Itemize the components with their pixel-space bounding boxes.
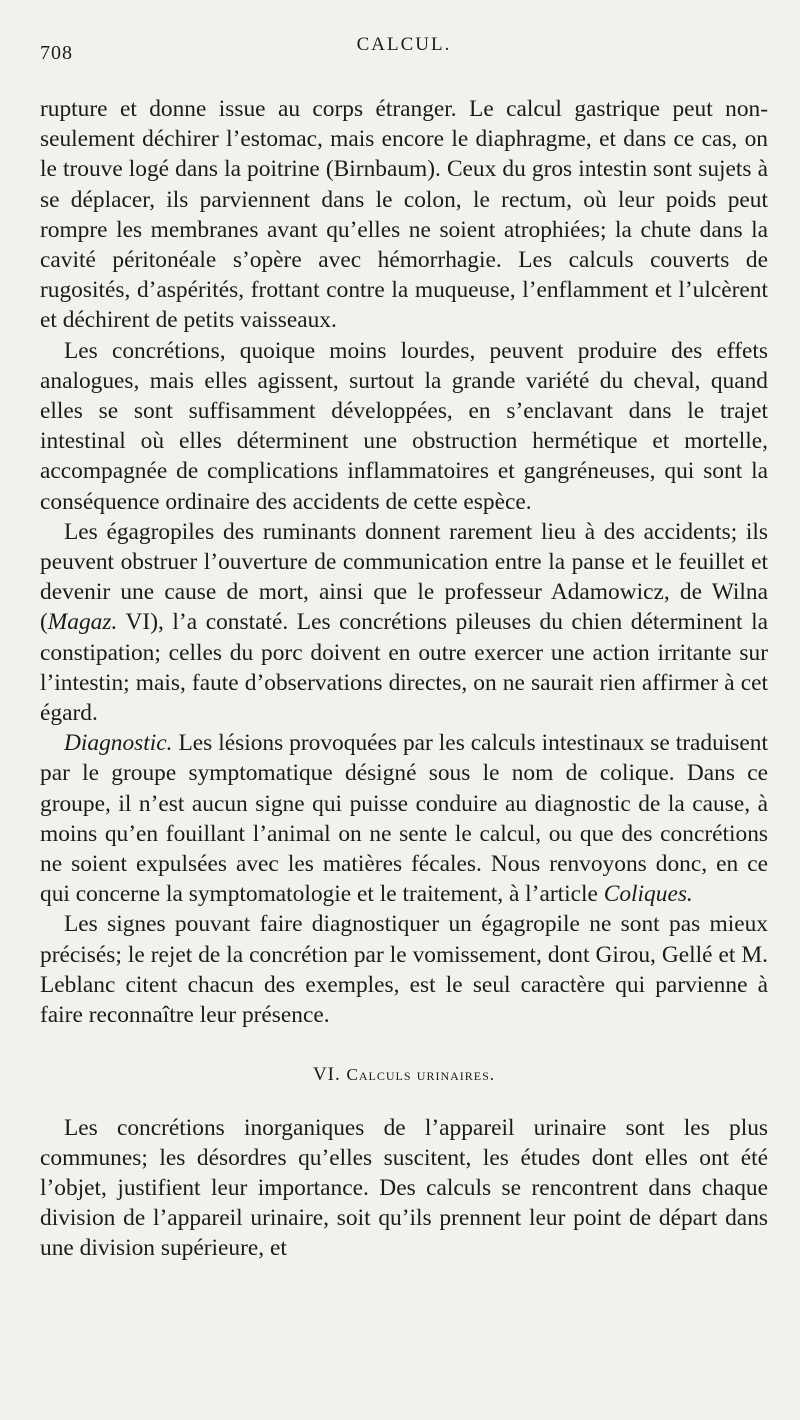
- paragraph-1: rupture et donne issue au corps étranger. Le calcul gastrique peut non-seulement déchirer l’estomac, mais encore le diaphragme, et dans ce cas, on le trouve logé dans la poitrine (Birnbaum). Ceux du gros intestin sont sujets à se déplacer, ils parviennent dans le colon, le rectum, où leur poids peut rompre les membranes avant qu’elles ne soient atrophiées; la chute dans la cavité péritonéale s’opère avec hémorrhagie. Les calculs couverts de rugosités, d’aspérités, frottant contre la muqueuse, l’enflamment et l’ulcèrent et déchirent de petits vaisseaux.: [40, 96, 768, 334]
- citation-magaz: Magaz.: [47, 609, 118, 636]
- paragraph-diagnostic: [40, 728, 768, 909]
- section-paragraph-1: Les concrétions inorganiques de l’appareil urinaire sont les plus communes; les désordres qu’elles suscitent, les études dont elles ont été l’objet, justifient leur importance. Des calculs se rencontrent dans chaque division de l’appareil urinaire, soit qu’ils prennent leur point de départ dans une division supérieure, et: [40, 1114, 768, 1262]
- section-title: Calculs urinaires.: [346, 1065, 496, 1085]
- page-header: [40, 30, 768, 72]
- paragraph-3-text-before: Les égagropiles des ruminants donnent rarement lieu à des accidents; ils peuvent obstruer l’ouverture de communication entre la panse et le feuillet et devenir une cause de mort, ainsi que le professeur Adamowicz, de Wilna (: [40, 518, 768, 636]
- page-number: 708: [40, 42, 73, 64]
- section-heading: [40, 1060, 768, 1090]
- reference-coliques: Coliques.: [603, 881, 693, 908]
- body-text: [40, 94, 768, 1264]
- running-title: CALCUL.: [356, 34, 452, 55]
- paragraph-3: [40, 517, 768, 728]
- paragraph-diagnostic-text: Les lésions provoquées par les calculs intestinaux se traduisent par le groupe symptomatique désigné sous le nom de colique. Dans ce groupe, il n’est aucun signe qui puisse conduire au diagnostic de la cause, à moins qu’en fouillant l’animal on ne sente le calcul, ou que des concrétions ne soient expulsées avec les matières fécales. Nous renvoyons donc, en ce qui concerne la symptomatologie et le traitement, à l’article: [40, 730, 768, 908]
- paragraph-3-text-after: VI), l’a constaté. Les concrétions pileuses du chien déterminent la constipation; celles du porc doivent en outre exercer une action irritante sur l’intestin; mais, faute d’observations directes, on ne saurait rien affirmer à cet égard.: [40, 609, 768, 727]
- diagnostic-lead: Diagnostic.: [64, 730, 173, 757]
- section-numeral: VI.: [312, 1064, 341, 1086]
- paragraph-2: Les concrétions, quoique moins lourdes, peuvent produire des effets analogues, mais elles agissent, surtout la grande variété du cheval, quand elles se sont suffisamment développées, en s’enclavant dans le trajet intestinal où elles déterminent une obstruction hermétique et mortelle, accompagnée de complications inflammatoires et gangréneuses, qui sont la conséquence ordinaire des accidents de cette espèce.: [40, 337, 768, 515]
- paragraph-5: Les signes pouvant faire diagnostiquer un égagropile ne sont pas mieux précisés; le rejet de la concrétion par le vomissement, dont Girou, Gellé et M. Leblanc citent chacun des exemples, est le seul caractère qui parvienne à faire reconnaître leur présence.: [40, 911, 768, 1029]
